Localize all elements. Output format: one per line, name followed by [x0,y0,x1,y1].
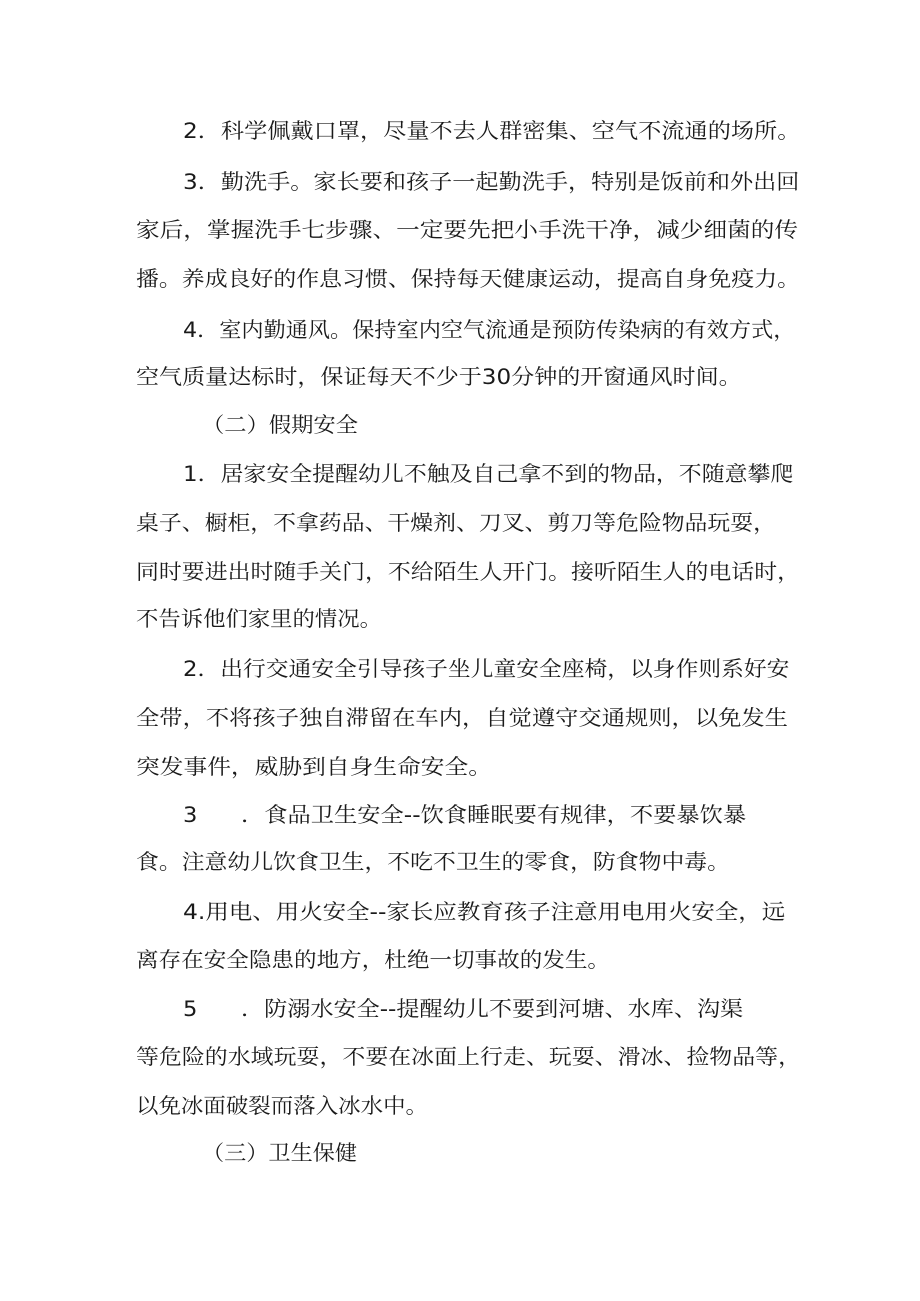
text-line: 2．出行交通安全引导孩子坐儿童安全座椅，以身作则系好安 [183,657,790,681]
section-heading: （二）假期安全 [202,413,358,437]
item-number: 3 [183,803,198,827]
text-line: 等危险的水域玩耍，不要在冰面上行走、玩耍、滑冰、捡物品等， [136,1045,802,1069]
text-line: 食。注意幼儿饮食卫生，不吃不卫生的零食，防食物中毒。 [136,850,730,874]
text-line: 以免冰面破裂而落入冰水中。 [136,1094,429,1118]
text-line: 不告诉他们家里的情况。 [136,607,382,631]
text-line: 同时要进出时随手关门，不给陌生人开门。接听陌生人的电话时， [136,560,800,584]
item-number: 5 [183,997,198,1021]
text-line: 3．勤洗手。家长要和孩子一起勤洗手，特别是饭前和外出回 [183,170,800,194]
text-line: 家后，掌握洗手七步骤、一定要先把小手洗干净，减少细菌的传 [136,218,799,242]
text-line: 突发事件，威胁到自身生命安全。 [136,755,493,779]
text-line: 桌子、橱柜，不拿药品、干燥剂、刀叉、剪刀等危险物品玩耍， [136,511,776,535]
text-line: 4．室内勤通风。保持室内空气流通是预防传染病的有效方式， [183,318,796,342]
text-line: 2．科学佩戴口罩，尽量不去人群密集、空气不流通的场所。 [183,119,801,143]
text-line: 全带，不将孩子独自滞留在车内，自觉遵守交通规则，以免发生 [136,706,788,730]
section-heading: （三）卫生保健 [202,1141,357,1165]
text-line: ．防溺水安全--提醒幼儿不要到河塘、水库、沟渠 [241,997,744,1021]
text-line: 离存在安全隐患的地方，杜绝一切事故的发生。 [136,948,610,972]
text-line: 播。养成良好的作息习惯、保持每天健康运动，提高自身免疫力。 [136,267,800,291]
text-line: ．食品卫生安全--饮食睡眠要有规律，不要暴饮暴 [241,803,747,827]
text-line: 空气质量达标时，保证每天不少于30分钟的开窗通风时间。 [136,365,742,389]
text-line: 4.用电、用火安全--家长应教育孩子注意用电用火安全，远 [183,900,786,924]
text-line: 1．居家安全提醒幼儿不触及自己拿不到的物品，不随意攀爬 [183,462,794,486]
